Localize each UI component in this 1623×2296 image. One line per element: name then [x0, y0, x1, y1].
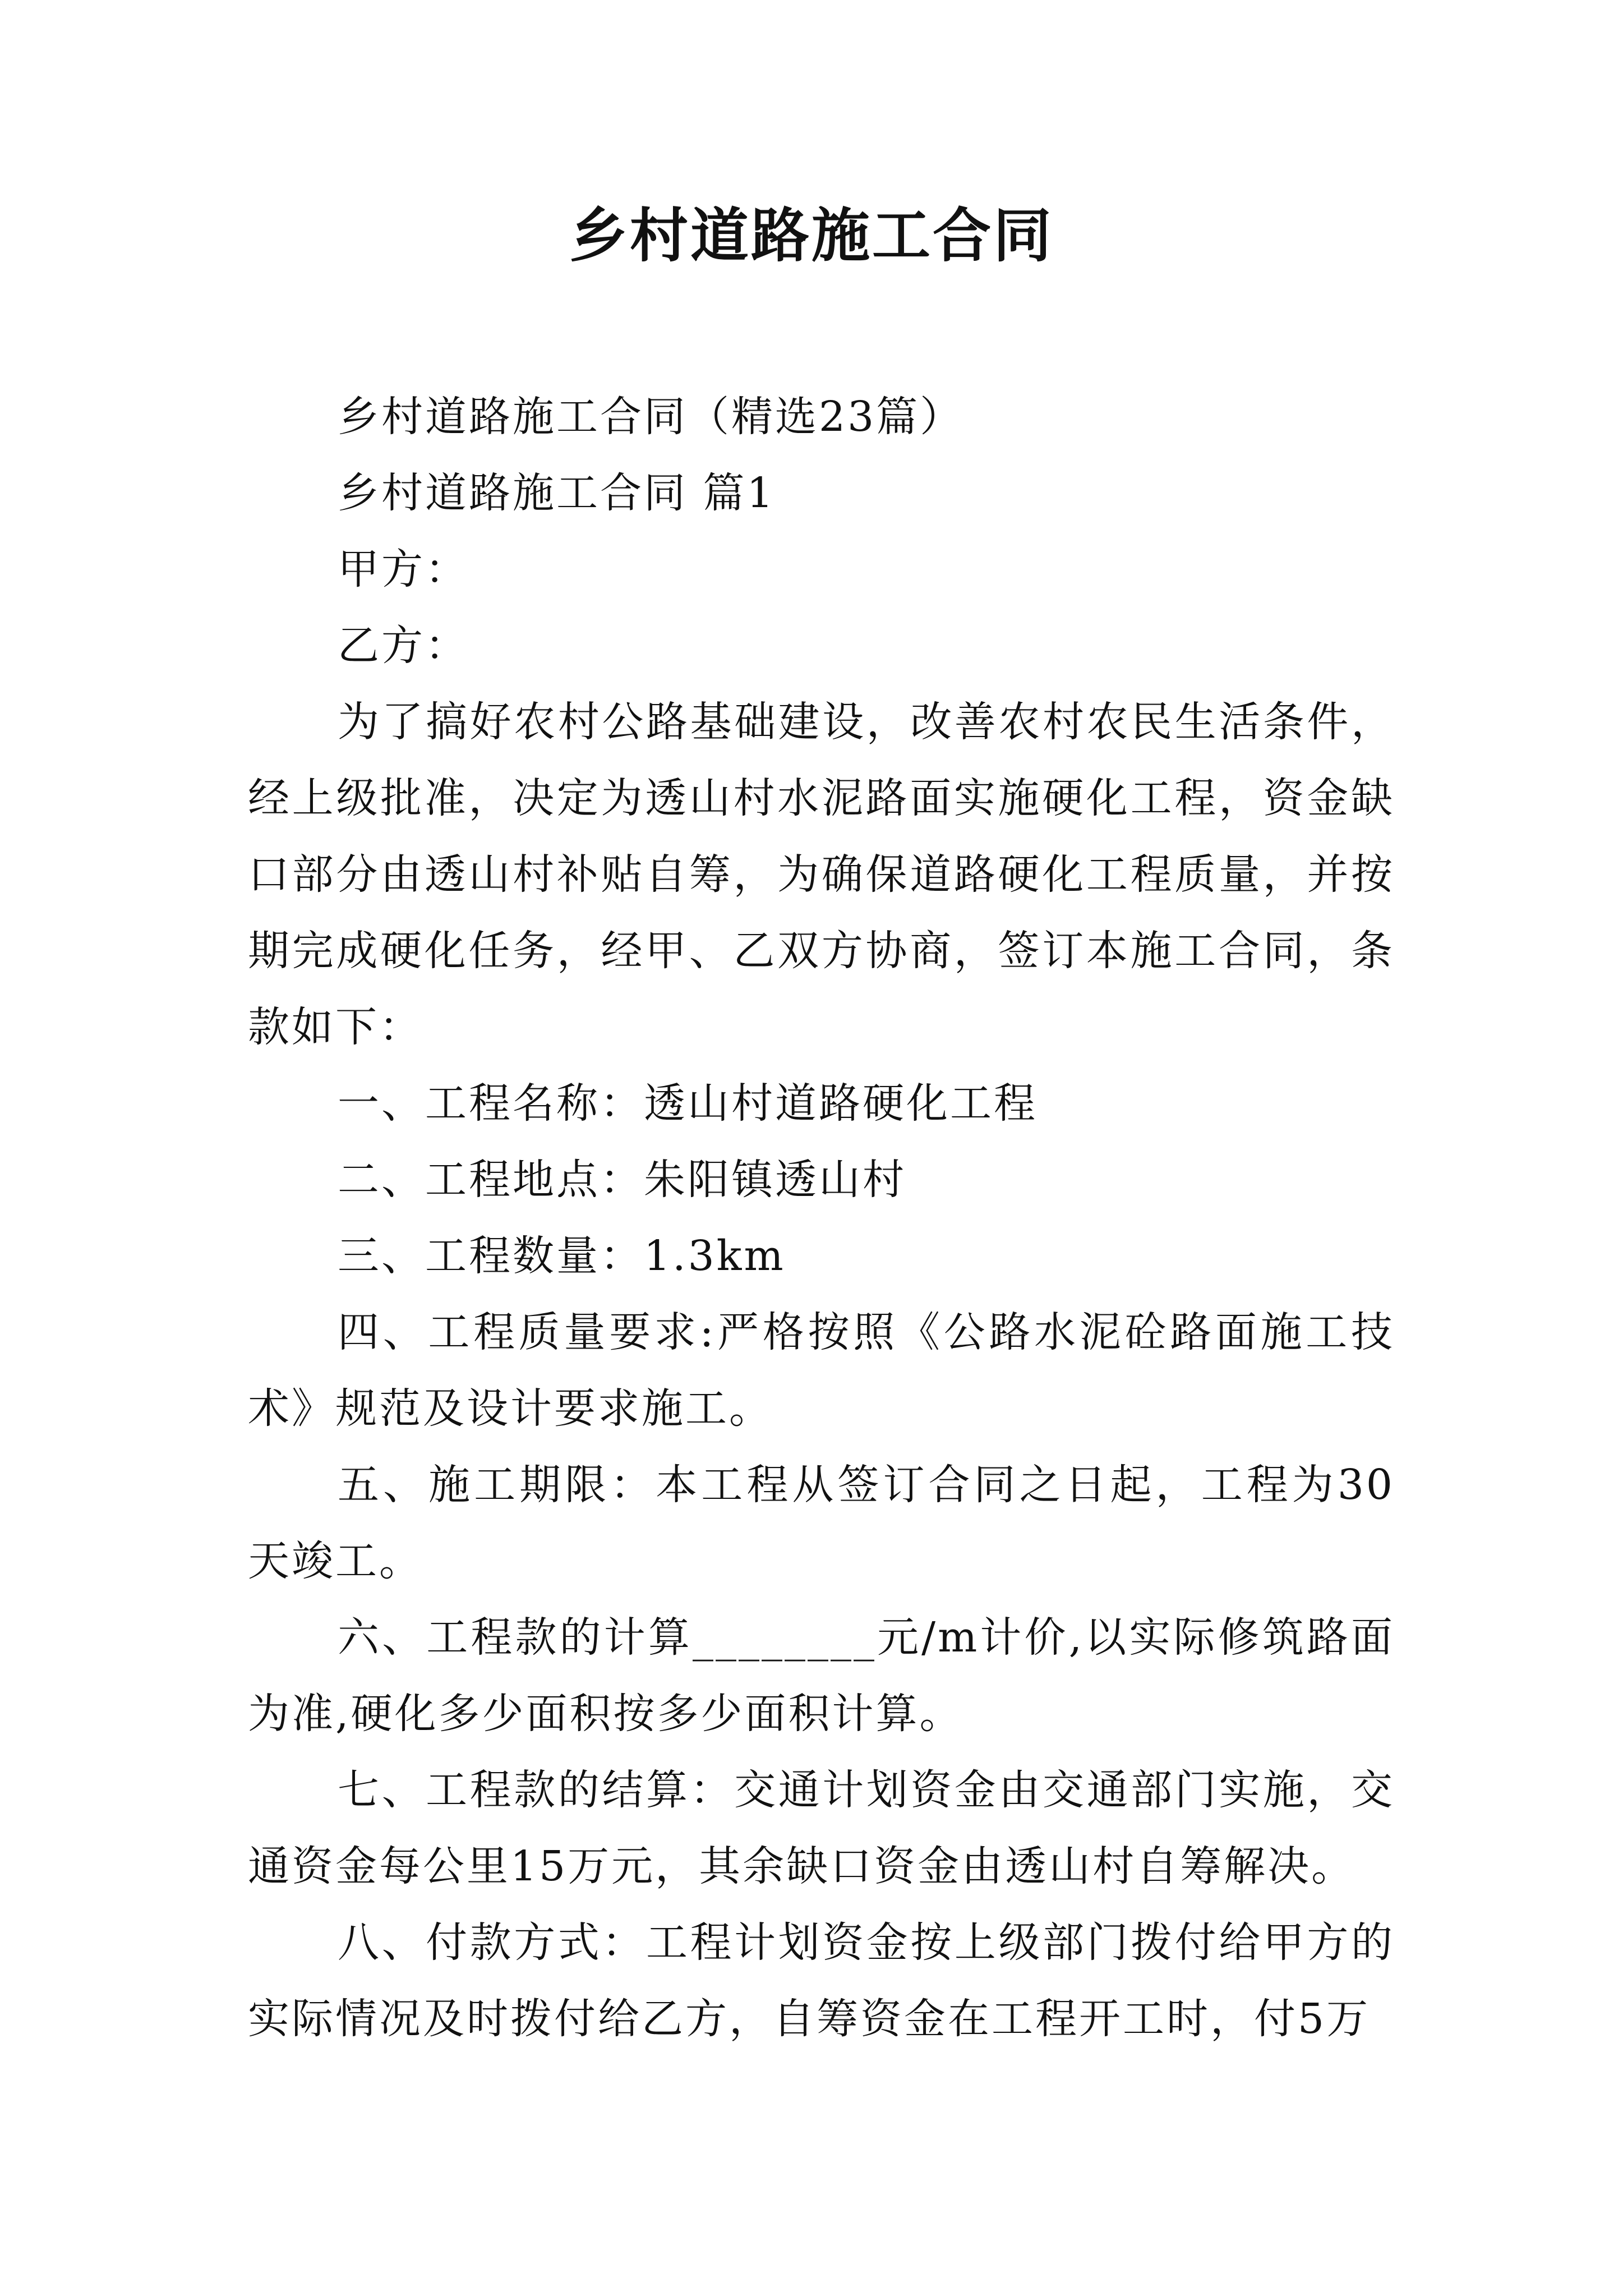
- paragraph-party-a: 甲方：: [338, 545, 469, 593]
- paragraph-chapter-heading: 乡村道路施工合同 篇1: [338, 469, 776, 517]
- paragraph-subtitle: 乡村道路施工合同（精选23篇）: [338, 393, 964, 441]
- clause-quality-requirement: 四、工程质量要求:严格按照《公路水泥砼路面施工技术》规范及设计要求施工。: [248, 1308, 1395, 1433]
- document-body: [248, 379, 1395, 2057]
- paragraph-party-b: 乙方：: [338, 622, 469, 670]
- clause-project-location: 二、工程地点：朱阳镇透山村: [338, 1156, 906, 1204]
- clause-payment-method: 八、付款方式：工程计划资金按上级部门拨付给甲方的实际情况及时拨付给乙方，自筹资金在工程开工时，付5万: [248, 1918, 1395, 2043]
- clause-payment-calculation: 六、工程款的计算________元/m计价,以实际修筑路面为准,硬化多少面积按多少面积计算。: [248, 1613, 1395, 1738]
- clause-construction-period: 五、施工期限：本工程从签订合同之日起，工程为30天竣工。: [248, 1461, 1395, 1585]
- clause-payment-settlement: 七、工程款的结算：交通计划资金由交通部门实施，交通资金每公里15万元，其余缺口资金由透山村自筹解决。: [248, 1766, 1395, 1890]
- clause-project-name: 一、工程名称：透山村道路硬化工程: [338, 1079, 1038, 1128]
- clause-project-quantity: 三、工程数量：1.3km: [338, 1232, 786, 1280]
- document-title: 乡村道路施工合同: [569, 201, 1054, 270]
- paragraph-preamble: 为了搞好农村公路基础建设，改善农村农民生活条件，经上级批准，决定为透山村水泥路面实施硬化工程，资金缺口部分由透山村补贴自筹，为确保道路硬化工程质量，并按期完成硬化任务，经甲、乙双方协商，签订本施工合同，条款如下：: [248, 698, 1395, 1051]
